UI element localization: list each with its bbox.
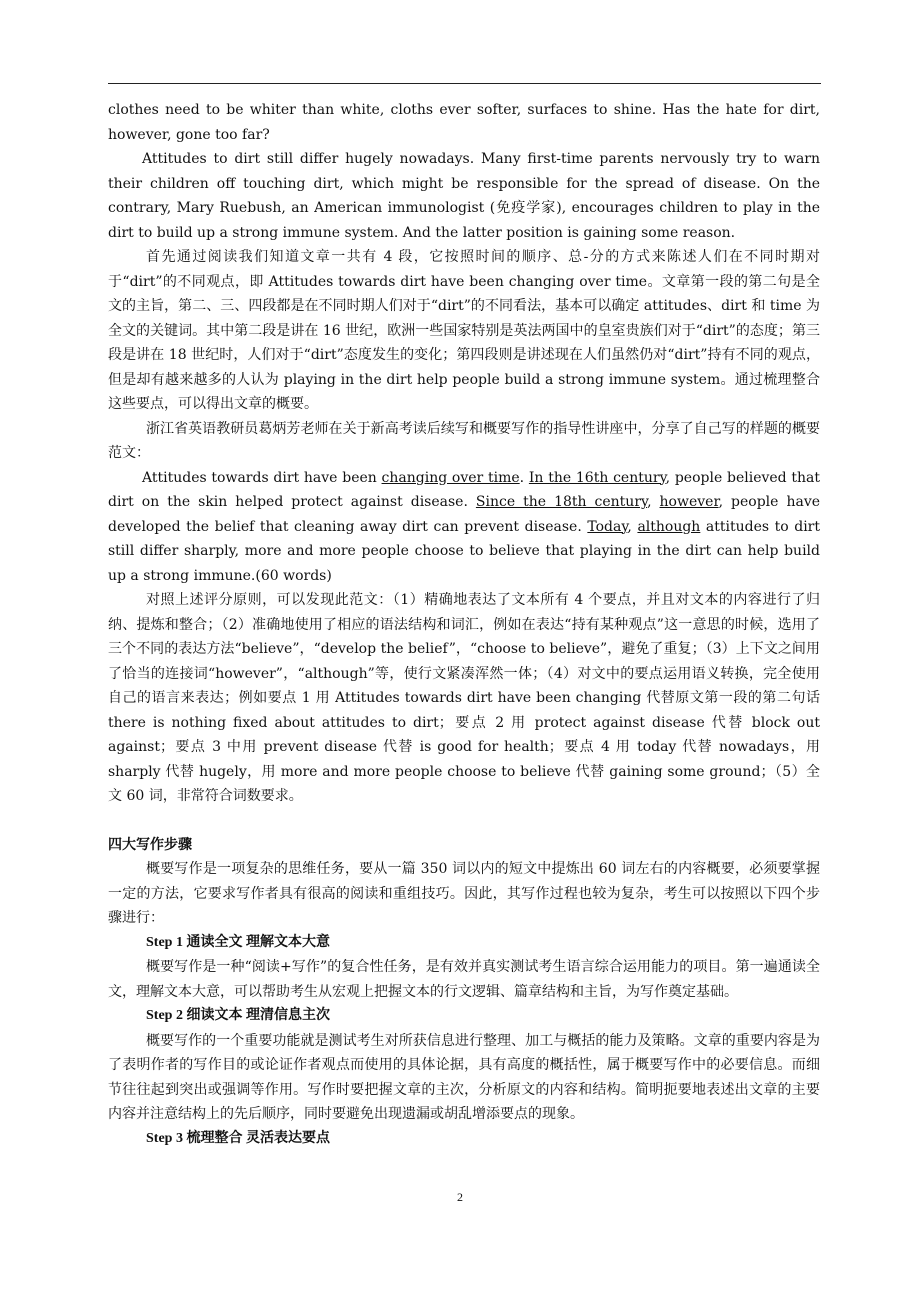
sample-underlined: In the 16th century [528, 469, 666, 486]
sample-underlined: however [659, 494, 719, 510]
sample-underlined: Today [587, 518, 628, 535]
step-1-heading: Step 1 通读全文 理解文本大意 [146, 934, 330, 950]
sample-text: , [627, 518, 638, 535]
sample-text: , [647, 494, 660, 510]
header-rule [108, 83, 821, 84]
sample-text: attitudes to dirt still differ sharply, more and more people choose to believe that playing in the dirt can help build up a strong immune.(60 words) [108, 518, 820, 584]
paragraph-passage-1: clothes need to be whiter than white, cloths ever softer, surfaces to shine. Has the hate for dirt, however, gone too far? [108, 102, 820, 143]
paragraph-steps-intro: 概要写作是一项复杂的思维任务，要从一篇 350 词以内的短文中提炼出 60 词左右的内容概要，必须要掌握一定的方法，它要求写作者具有很高的阅读和重组技巧。因此，其写作过程也较为复杂，考生可以按照以下四个步骤进行： [108, 861, 820, 926]
paragraph-sample-summary [108, 466, 820, 589]
sample-underlined: Since the 18th century [475, 494, 648, 510]
paragraph-step-1: 概要写作是一种“阅读+写作”的复合性任务，是有效并真实测试考生语言综合运用能力的项目。第一遍通读全文，理解文本大意，可以帮助考生从宏观上把握文本的行文逻辑、篇章结构和主旨，为写作奠定基础。 [108, 959, 820, 1000]
paragraph-evaluation: 对照上述评分原则，可以发现此范文：（1）精确地表达了文本所有 4 个要点，并且对文本的内容进行了归纳、提炼和整合；（2）准确地使用了相应的语法结构和词汇，例如在表达“持有某种观点”这一意思的时候，选用了三个不同的表达方法“believe”，“develop the belief”，“choose to believe”，避免了重复；（3）上下文之间用了恰当的连接词“however”，“although”等，使行文紧凑浑然一体；（4）对文中的要点运用语义转换，完全使用自己的语言来表达；例如要点 1 用 Attitudes towards dirt have been changing 代替原文第一段的第二句话 there is nothing fixed about attitudes to dirt；要点 2 用 protect against disease 代替 block out against；要点 3 中用 prevent disease 代替 is good for health；要点 4 用 today 代替 nowadays，用 sharply 代替 hugely，用 more and more people choose to believe 代替 gaining some ground；（5）全文 60 词，非常符合词数要求。 [108, 592, 820, 804]
paragraph-analysis: 首先通过阅读我们知道文章一共有 4 段，它按照时间的顺序、总-分的方式来陈述人们在不同时期对于“dirt”的不同观点，即 Attitudes towards dirt have been changing over time。文章第一段的第二句是全文的主旨，第二、三、四段都是在不同时期人们对于“dirt”的不同看法，基本可以确定 attitudes、dirt 和 time 为全文的关键词。其中第二段是讲在 16 世纪，欧洲一些国家特别是英法两国中的皇室贵族们对于“dirt”的态度；第三段是讲在 18 世纪时，人们对于“dirt”态度发生的变化；第四段则是讲述现在人们虽然仍对“dirt”持有不同的观点，但是却有越来越多的人认为 playing in the dirt help people build a strong immune system。通过梳理整合这些要点，可以得出文章的概要。 [108, 249, 820, 412]
sample-text: . [519, 469, 529, 486]
paragraph-sample-intro: 浙江省英语教研员葛炳芳老师在关于新高考读后续写和概要写作的指导性讲座中，分享了自己写的样题的概要范文： [108, 420, 820, 461]
paragraph-step-2: 概要写作的一个重要功能就是测试考生对所获信息进行整理、加工与概括的能力及策略。文章的重要内容是为了表明作者的写作目的或论证作者观点而使用的具体论据，具有高度的概括性，属于概要写作中的必要信息。而细节往往起到突出或强调等作用。写作时要把握文章的主次，分析原文的内容和结构。简明扼要地表述出文章的主要内容并注意结构上的先后顺序，同时要避免出现遗漏或胡乱增添要点的现象。 [108, 1032, 820, 1122]
sample-text: Attitudes towards dirt have been [142, 469, 382, 486]
document-body [108, 98, 820, 1151]
step-3-heading: Step 3 梳理整合 灵活表达要点 [146, 1130, 330, 1146]
paragraph-passage-2: Attitudes to dirt still differ hugely nowadays. Many first-time parents nervously try to warn their children off touching dirt, which might be responsible for the spread of disease. On the contrary, Mary Ruebush, an American immunologist (免疫学家), encourages children to play in the dirt to build up a strong immune system. And the latter position is gaining some reason. [108, 151, 820, 241]
page-number: 2 [457, 1190, 463, 1204]
sample-underlined: although [637, 518, 701, 535]
sample-text: , people have developed the belief that cleaning away dirt can prevent disease. [108, 494, 821, 535]
sample-underlined: changing over time [381, 469, 520, 486]
step-2-heading: Step 2 细读文本 理清信息主次 [146, 1008, 330, 1023]
section-title: 四大写作步骤 [108, 836, 192, 853]
sample-text: , people believed that dirt on the skin helped protect against disease. [108, 469, 820, 510]
